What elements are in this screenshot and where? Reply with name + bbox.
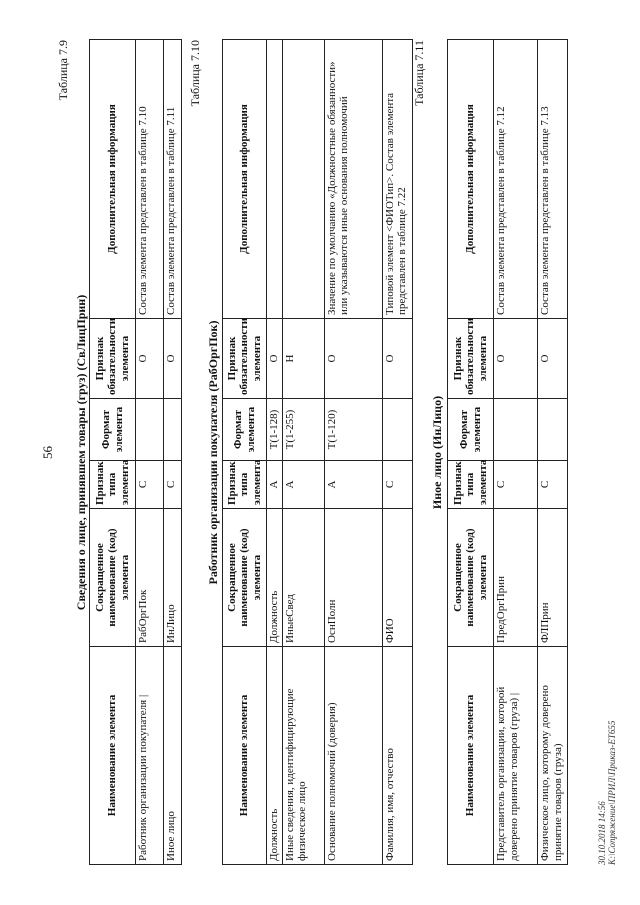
table-7-9 xyxy=(89,39,182,865)
cell-info: Состав элемента представлен в таблице 7.11 xyxy=(164,40,182,319)
cell-format xyxy=(136,399,164,461)
cell-required: О xyxy=(382,319,412,399)
cell-format: T(1-128) xyxy=(267,399,283,461)
header-info: Дополнительная информация xyxy=(448,40,494,319)
table-header-row xyxy=(223,40,267,865)
cell-required: О xyxy=(267,319,283,399)
cell-info xyxy=(282,40,324,319)
table-7-11-label: Таблица 7.11 xyxy=(412,40,426,106)
cell-type: А xyxy=(324,461,382,509)
header-type: Признак типа элемента xyxy=(448,461,494,509)
header-required: Признак обязательности элемента xyxy=(90,319,136,399)
cell-code: ФЛПрин xyxy=(538,509,568,647)
header-name: Наименование элемента xyxy=(90,647,136,865)
cell-code: ФИО xyxy=(382,509,412,647)
cell-required: О xyxy=(136,319,164,399)
cell-info: Состав элемента представлен в таблице 7.12 xyxy=(494,40,538,319)
header-name: Наименование элемента xyxy=(448,647,494,865)
table-row xyxy=(282,40,324,865)
table-row xyxy=(324,40,382,865)
cell-type: А xyxy=(282,461,324,509)
cell-format xyxy=(382,399,412,461)
header-code: Сокращенное наименование (код) элемента xyxy=(448,509,494,647)
table-7-11-title: Иное лицо (ИнЛицо) xyxy=(430,395,444,510)
print-stamp-date: 30.10.2018 14:56 xyxy=(597,801,607,865)
header-info: Дополнительная информация xyxy=(223,40,267,319)
cell-required: О xyxy=(538,319,568,399)
cell-format xyxy=(494,399,538,461)
cell-code: ПредОргПрин xyxy=(494,509,538,647)
cell-format: T(1-120) xyxy=(324,399,382,461)
cell-name: Фамилия, имя, отчество xyxy=(382,647,412,865)
cell-info: Типовой элемент <ФИОТип>. Состав элемента представлен в таблице 7.22 xyxy=(382,40,412,319)
header-format: Формат элемента xyxy=(448,399,494,461)
cell-name: Иное лицо xyxy=(164,647,182,865)
cell-required: Н xyxy=(282,319,324,399)
print-stamp-path: К:\Сопряжение\ПРИЛ\Приказ-ЕТ655 xyxy=(606,720,617,865)
cell-format xyxy=(538,399,568,461)
table-7-9-title: Сведения о лице, принявшем товары (груз) (СвЛицПрин) xyxy=(74,294,88,611)
cell-type: С xyxy=(164,461,182,509)
table-row xyxy=(382,40,412,865)
table-row xyxy=(494,40,538,865)
cell-info: Состав элемента представлен в таблице 7.13 xyxy=(538,40,568,319)
table-7-10-label: Таблица 7.10 xyxy=(188,40,202,107)
table-row xyxy=(538,40,568,865)
cell-name: Иные сведения, идентифицирующие физическое лицо xyxy=(282,647,324,865)
header-code: Сокращенное наименование (код) элемента xyxy=(223,509,267,647)
cell-name: Представитель организации, которой доверено принятие товаров (груза) | xyxy=(494,647,538,865)
header-info: Дополнительная информация xyxy=(90,40,136,319)
cell-type: А xyxy=(267,461,283,509)
header-format: Формат элемента xyxy=(223,399,267,461)
print-stamp xyxy=(598,721,618,865)
cell-info xyxy=(267,40,283,319)
table-row xyxy=(136,40,164,865)
cell-code: Должность xyxy=(267,509,283,647)
cell-name: Работник организации покупателя | xyxy=(136,647,164,865)
header-required: Признак обязательности элемента xyxy=(223,319,267,399)
cell-format xyxy=(164,399,182,461)
cell-info: Состав элемента представлен в таблице 7.10 xyxy=(136,40,164,319)
header-type: Признак типа элемента xyxy=(90,461,136,509)
cell-info: Значение по умолчанию «Должностные обязанности» или указываются иные основания полномочий xyxy=(324,40,382,319)
cell-type: С xyxy=(136,461,164,509)
header-type: Признак типа элемента xyxy=(223,461,267,509)
cell-required: О xyxy=(164,319,182,399)
cell-type: С xyxy=(538,461,568,509)
table-row xyxy=(164,40,182,865)
header-code: Сокращенное наименование (код) элемента xyxy=(90,509,136,647)
cell-code: ОснПолн xyxy=(324,509,382,647)
table-header-row xyxy=(90,40,136,865)
cell-required: О xyxy=(494,319,538,399)
cell-code: ИныеСвед xyxy=(282,509,324,647)
table-row xyxy=(267,40,283,865)
cell-name: Должность xyxy=(267,647,283,865)
cell-code: ИнЛицо xyxy=(164,509,182,647)
header-format: Формат элемента xyxy=(90,399,136,461)
header-required: Признак обязательности элемента xyxy=(448,319,494,399)
table-7-10 xyxy=(222,39,413,865)
cell-name: Основание полномочий (доверия) xyxy=(324,647,382,865)
cell-code: РабОргПок xyxy=(136,509,164,647)
page-number: 56 xyxy=(40,446,55,459)
cell-name: Физическое лицо, которому доверено принятие товаров (груза) xyxy=(538,647,568,865)
table-7-9-label: Таблица 7.9 xyxy=(56,40,70,101)
table-7-10-title: Работник организации покупателя (РабОргПок) xyxy=(206,320,220,585)
header-name: Наименование элемента xyxy=(223,647,267,865)
table-7-11 xyxy=(447,39,568,865)
cell-type: С xyxy=(494,461,538,509)
table-header-row xyxy=(448,40,494,865)
cell-format: T(1-255) xyxy=(282,399,324,461)
cell-required: О xyxy=(324,319,382,399)
cell-type: С xyxy=(382,461,412,509)
